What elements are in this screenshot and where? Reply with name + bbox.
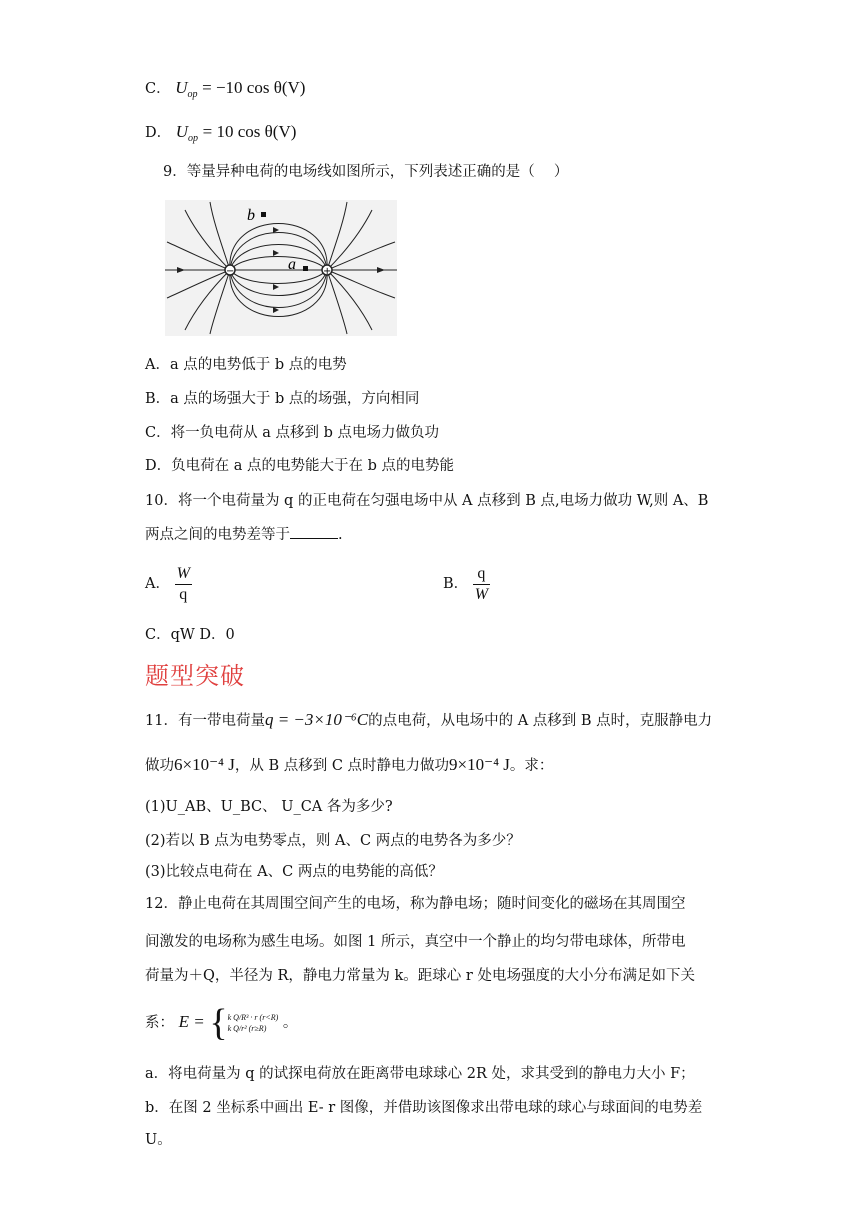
fraction-denominator: W [474,585,489,603]
electric-field-lines-figure [165,200,397,336]
text: ，从 B 点移到 C 点时静电力做功 [234,758,450,774]
q9-option-b: B．a 点的场强大于 b 点的场强，方向相同 [145,391,420,407]
text: 11．有一带电荷量 [145,713,265,729]
fraction [473,564,490,605]
fraction [175,564,192,605]
q9-option-c: C．将一负电荷从 a 点移到 b 点电场力做负功 [145,425,439,441]
text: 。求： [509,758,554,774]
positive-charge-label: + [323,266,332,277]
piecewise [228,1012,279,1034]
formula-sub: op [187,88,198,100]
q10-option-a [145,562,192,606]
section-title: 题型突破 [145,662,245,690]
formula-u: U [175,122,189,141]
formula: 6×10⁻⁴ J [174,755,235,774]
q10-line2-end: . [338,527,343,543]
text: 。 [282,1015,298,1031]
option-label: B． [443,576,469,592]
formula-sub: op [188,132,199,144]
formula: q = −3×10⁻⁶C [264,710,369,729]
text: 做功 [145,758,174,774]
negative-charge-label: − [226,266,235,277]
q8-option-c [145,78,305,105]
q9-stem: 9．等量异种电荷的电场线如图所示，下列表述正确的是（ ） [163,164,569,180]
q12-line2: 间激发的电场称为感生电场。如图 1 所示，真空中一个静止的均匀带电球体，所带电 [145,934,686,950]
q12-part-a: a．将电荷量为 q 的试探电荷放在距离带电球球心 2R 处，求其受到的静电力大小 F； [145,1066,695,1082]
formula: 9×10⁻⁴ J [449,755,510,774]
q10-line2 [145,524,343,545]
brace: { [209,1002,228,1044]
fraction-numerator: q [473,564,490,585]
q12-line4 [145,1000,297,1045]
formula-e: E = [178,1012,205,1031]
q10-option-b [443,562,490,606]
formula: = −10 cos θ(V) [202,78,306,97]
fraction-numerator: W [175,564,192,585]
q10-line2-text: 两点之间的电势差等于 [145,527,290,543]
q9-option-a: A．a 点的电势低于 b 点的电势 [145,357,347,373]
formula: = 10 cos θ(V) [202,122,297,141]
q11-line2 [145,755,553,776]
formula-u: U [175,78,188,97]
point-b-label: b [247,207,255,224]
fraction-denominator: q [179,585,188,603]
text: 系： [145,1015,174,1031]
case-1: k Q/R³ · r (r<R) [227,1013,279,1022]
point-a-label: a [288,256,296,273]
option-label: C． [145,81,171,97]
q10-option-cd: C．qW D．0 [145,627,235,643]
q10-line1: 10．将一个电荷量为 q 的正电荷在匀强电场中从 A 点移到 B 点,电场力做功 W,则 A、B [145,493,709,509]
answer-blank [290,524,338,539]
q11-sub3: (3)比较点电荷在 A、C 两点的电势能的高低？ [145,864,443,880]
q12-line3: 荷量为＋Q，半径为 R，静电力常量为 k。距球心 r 处电场强度的大小分布满足如下关 [145,968,695,984]
q11-sub2: (2)若以 B 点为电势零点，则 A、C 两点的电势各为多少？ [145,833,521,849]
option-label: A． [145,576,170,592]
q8-option-d [145,122,296,149]
option-label: D． [145,125,172,141]
q9-option-d: D．负电荷在 a 点的电势能大于在 b 点的电势能 [145,458,454,474]
text: 的点电荷，从电场中的 A 点移到 B 点时，克服静电力 [368,713,713,729]
q12-part-b-line2: U。 [145,1132,172,1148]
q12-line1: 12．静止电荷在其周围空间产生的电场，称为静电场；随时间变化的磁场在其周围空 [145,896,686,912]
q11-sub1: (1)U_AB、U_BC、 U_CA 各为多少? [145,799,393,815]
q12-part-b-line1: b．在图 2 坐标系中画出 E- r 图像，并借助该图像求出带电球的球心与球面间的电势差 [145,1100,703,1116]
q11-line1 [145,710,712,731]
case-2: k Q/r² (r≥R) [227,1024,267,1033]
